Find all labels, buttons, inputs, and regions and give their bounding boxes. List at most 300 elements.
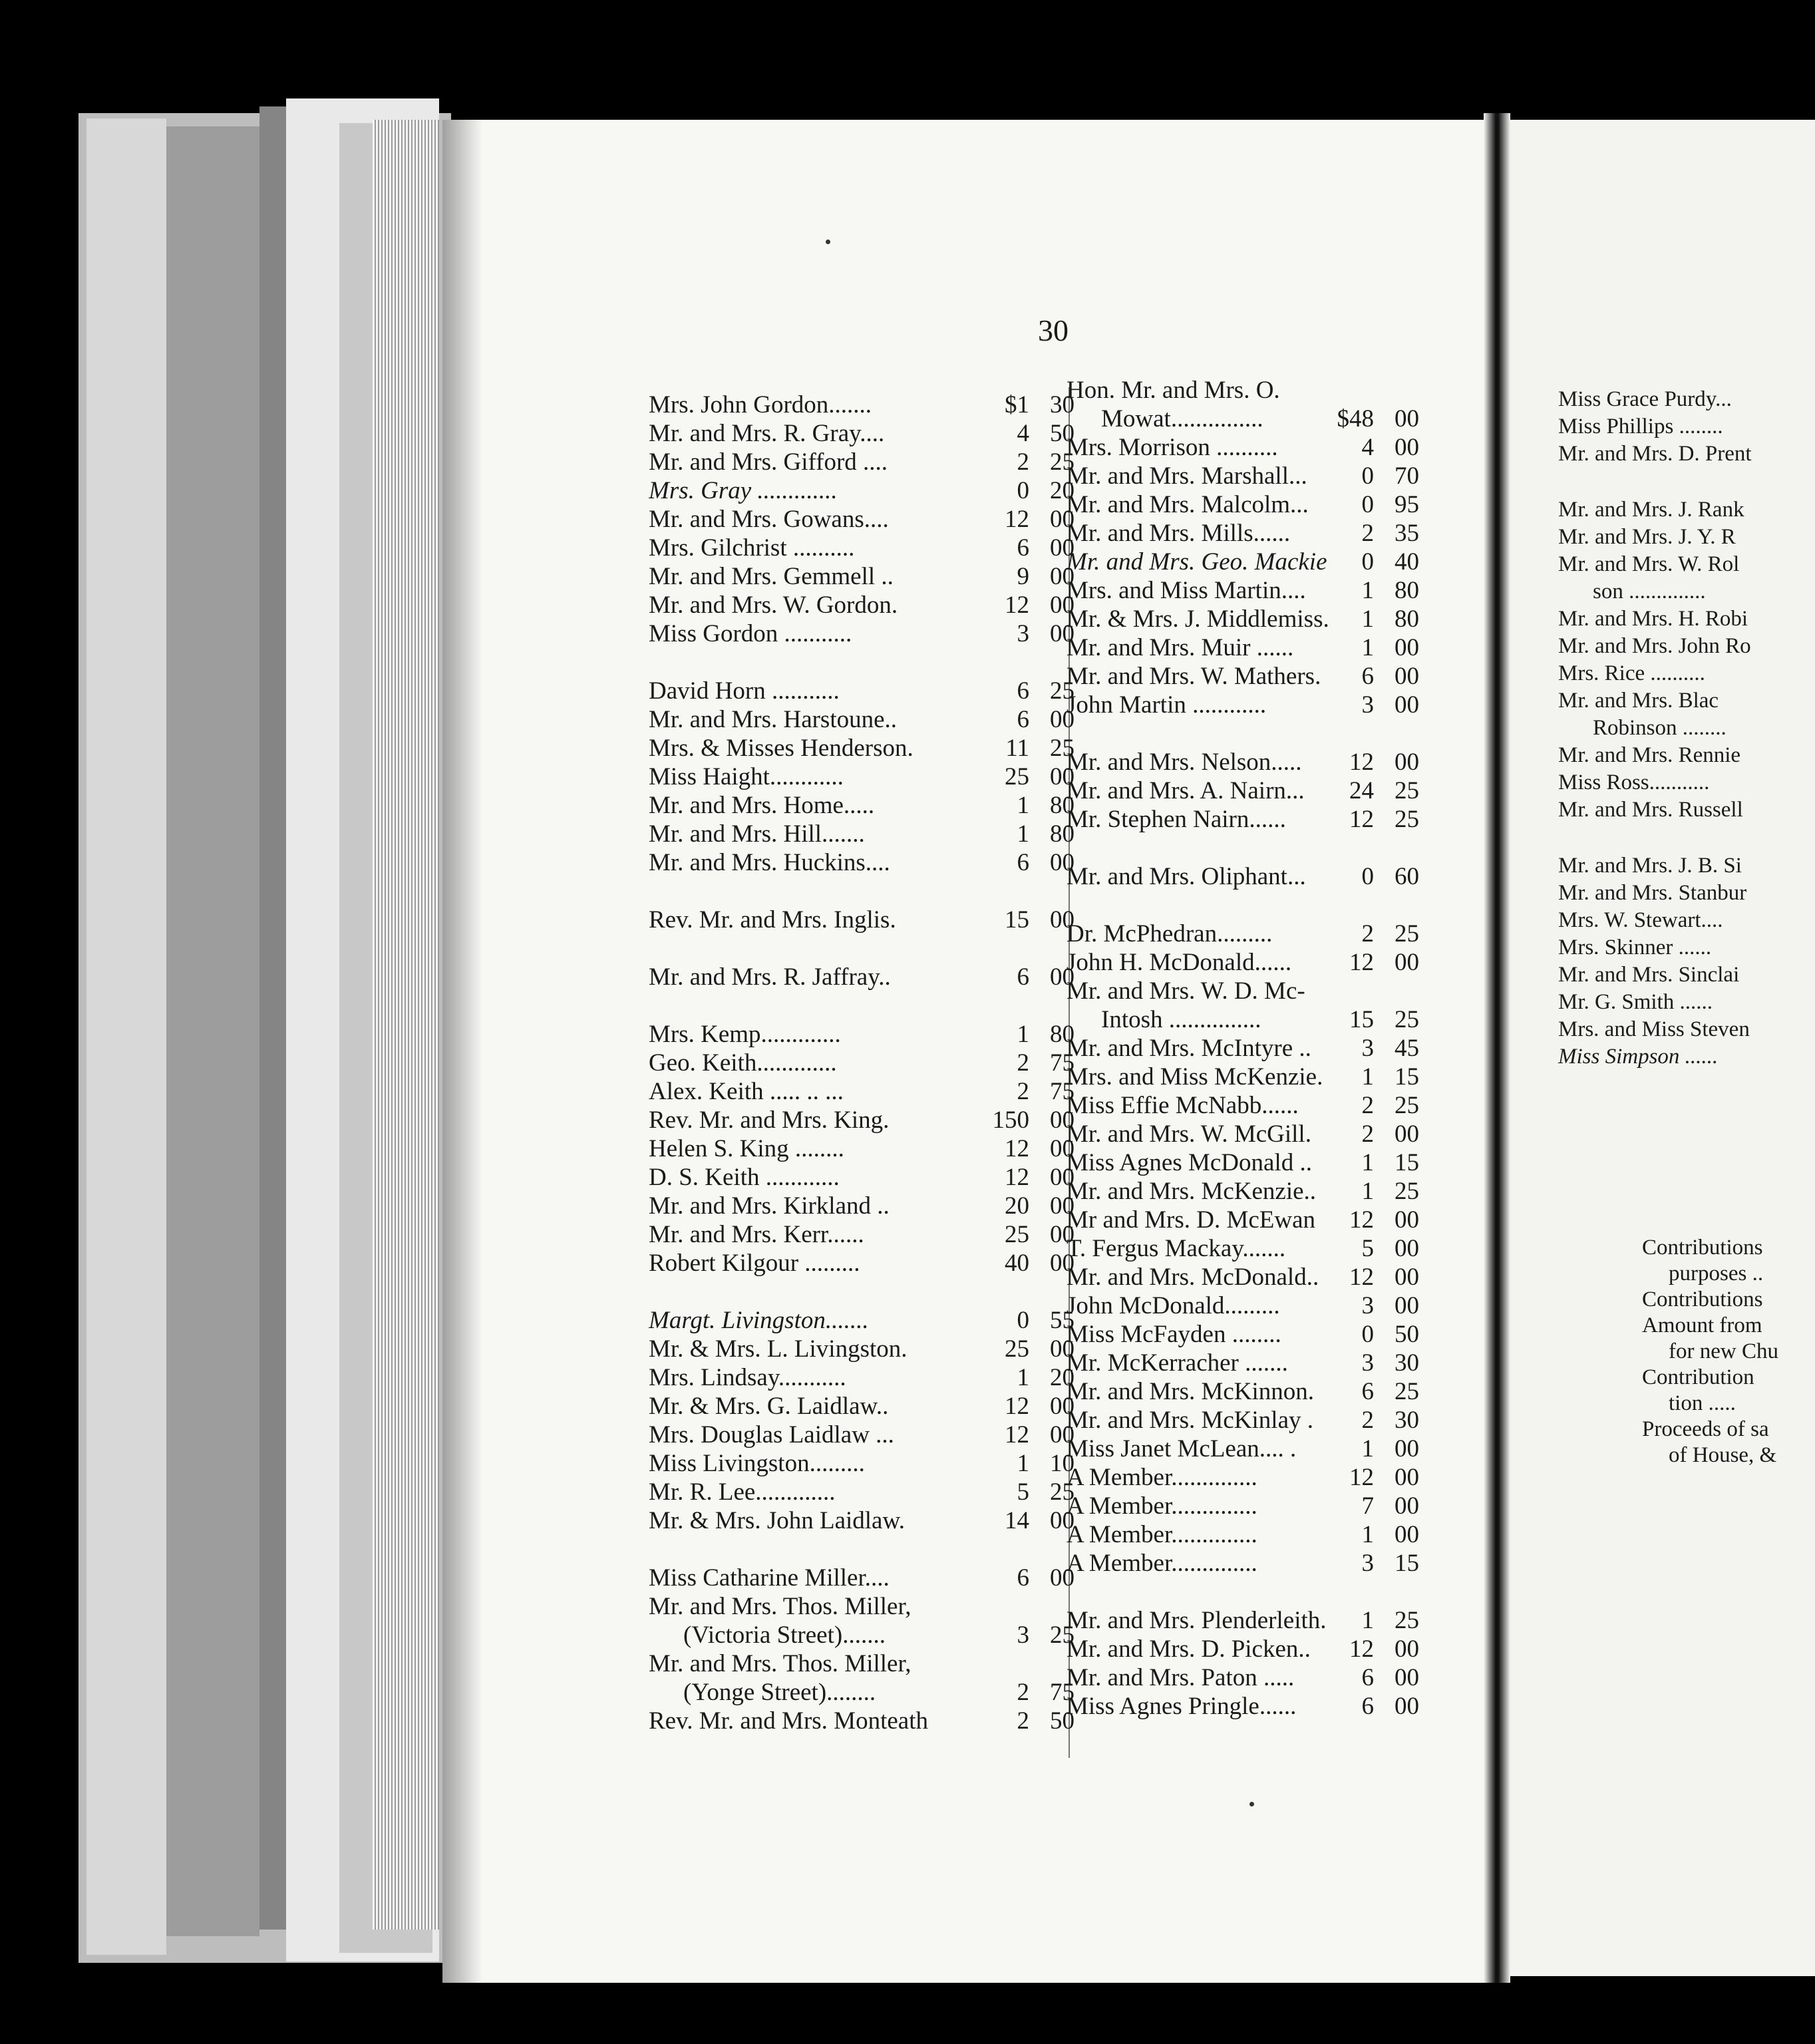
amount-dollars: 3: [1017, 620, 1029, 647]
list-item: [1067, 433, 1419, 462]
subscriber-name: Dr. McPhedran.........: [1067, 920, 1273, 947]
list-item: [649, 476, 1074, 505]
amount-dollars: 1: [1361, 1178, 1374, 1205]
list-item: [1067, 1034, 1419, 1063]
list-item: [1067, 605, 1419, 633]
subscriber-name: Mr. G. Smith ......: [1558, 990, 1713, 1014]
amount-dollars: 2: [1017, 1707, 1029, 1735]
amount-dollars: 12: [1005, 1421, 1029, 1448]
spacer: [649, 877, 1074, 906]
list-item: [649, 820, 1074, 848]
amount-cents: 00: [1050, 1393, 1074, 1420]
list-item: [649, 734, 1074, 763]
amount-cents: 00: [1395, 1521, 1419, 1548]
list-item: [1067, 1635, 1419, 1663]
amount-cents: 00: [1050, 1507, 1074, 1534]
amount-cents: 00: [1050, 706, 1074, 733]
amount-cents: 80: [1050, 1021, 1074, 1048]
subscriber-name: Miss Grace Purdy...: [1558, 387, 1732, 411]
amount-dollars: 9: [1017, 563, 1029, 590]
list-item: [1067, 977, 1419, 1005]
amount-dollars: 1: [1017, 1450, 1029, 1477]
subscriber-name: Alex. Keith ..... .. ...: [649, 1078, 844, 1105]
subscriber-name: Mr. and Mrs. D. Prent: [1558, 442, 1752, 466]
amount-cents: 25: [1050, 1621, 1074, 1649]
subscriber-name: Miss Livingston.........: [649, 1450, 865, 1477]
amount-cents: 00: [1395, 1292, 1419, 1319]
contribution-line: of House, &: [1669, 1443, 1777, 1467]
amount-dollars: 2: [1361, 920, 1374, 947]
list-item: [649, 906, 1074, 934]
amount-cents: 00: [1050, 592, 1074, 619]
list-item: [649, 1449, 1074, 1478]
list-item: [649, 1564, 1074, 1592]
subscriber-name: Mrs. Morrison ..........: [1067, 434, 1278, 461]
subscriber-name: John H. McDonald......: [1067, 949, 1292, 976]
list-item: [1067, 1291, 1419, 1320]
amount-dollars: 6: [1361, 1664, 1374, 1691]
amount-dollars: 4: [1017, 420, 1029, 447]
amount-dollars: 3: [1361, 1550, 1374, 1577]
list-item: [649, 1363, 1074, 1392]
subscriber-name: John Martin ............: [1067, 691, 1267, 719]
spacer: [1067, 891, 1419, 920]
list-item: [649, 1478, 1074, 1506]
spacer: [1558, 824, 1815, 852]
subscriber-name: Mr. and Mrs. Sinclai: [1558, 963, 1740, 987]
list-item: [649, 1220, 1074, 1249]
amount-dollars: 12: [1349, 806, 1374, 833]
list-item: [1067, 376, 1419, 405]
amount-cents: 00: [1395, 1264, 1419, 1291]
amount-cents: 00: [1395, 434, 1419, 461]
list-item: [649, 619, 1074, 648]
subscriber-name: Mr. and Mrs. Oliphant...: [1067, 863, 1306, 890]
list-item: [649, 1592, 1074, 1621]
list-item: [1067, 948, 1419, 977]
amount-cents: 70: [1395, 462, 1419, 490]
amount-dollars: 2: [1361, 1407, 1374, 1434]
amount-dollars: 4: [1361, 434, 1374, 461]
amount-cents: 00: [1050, 1192, 1074, 1220]
page-edge-stack: [373, 120, 439, 1930]
subscriber-name: Mr. and Mrs. Rennie: [1558, 743, 1741, 767]
list-item: [1067, 1377, 1419, 1406]
amount-cents: 00: [1050, 906, 1074, 934]
list-item: [649, 534, 1074, 562]
amount-cents: 00: [1050, 563, 1074, 590]
contribution-line: Proceeds of sa: [1642, 1417, 1769, 1441]
amount-cents: 00: [1050, 506, 1074, 533]
amount-cents: 00: [1050, 1107, 1074, 1134]
list-item: [649, 1134, 1074, 1163]
amount-dollars: 1: [1361, 1063, 1374, 1091]
amount-dollars: 14: [1005, 1507, 1029, 1534]
amount-dollars: 12: [1349, 1464, 1374, 1491]
list-item: [1067, 462, 1419, 490]
list-item: [649, 763, 1074, 791]
list-item: [1067, 1206, 1419, 1234]
subscriber-name: Miss Haight............: [649, 763, 844, 790]
contribution-line: for new Chu: [1669, 1339, 1778, 1363]
subscriber-name: Mr. & Mrs. L. Livingston.: [649, 1335, 908, 1363]
speck: [826, 240, 830, 244]
list-item: [1067, 1320, 1419, 1349]
amount-dollars: 12: [1005, 1393, 1029, 1420]
amount-dollars: 0: [1017, 1307, 1029, 1334]
amount-cents: 25: [1395, 777, 1419, 804]
list-item: [649, 1306, 1074, 1335]
amount-cents: 50: [1050, 1707, 1074, 1735]
list-item: [1067, 633, 1419, 662]
subscriber-name: D. S. Keith ............: [649, 1164, 840, 1191]
amount-dollars: 12: [1005, 1164, 1029, 1191]
amount-cents: 80: [1395, 605, 1419, 633]
subscriber-name: Mrs. Gilchrist ..........: [649, 534, 855, 562]
amount-cents: 75: [1050, 1679, 1074, 1706]
amount-dollars: 1: [1361, 1435, 1374, 1462]
amount-cents: 40: [1395, 548, 1419, 576]
list-item: [1067, 1120, 1419, 1148]
amount-dollars: 3: [1361, 1292, 1374, 1319]
amount-cents: 00: [1395, 1693, 1419, 1720]
subscriber-name: Mr. and Mrs. McKinnon.: [1067, 1378, 1315, 1405]
amount-dollars: 20: [1005, 1192, 1029, 1220]
page-edge: [166, 126, 259, 1936]
subscriber-name: Mr. and Mrs. Harstoune..: [649, 706, 898, 733]
list-item: [1067, 862, 1419, 891]
amount-dollars: 3: [1017, 1621, 1029, 1649]
amount-cents: 00: [1050, 763, 1074, 790]
amount-cents: 00: [1050, 1421, 1074, 1448]
amount-cents: 00: [1050, 1250, 1074, 1277]
amount-dollars: 1: [1361, 605, 1374, 633]
subscriber-name: Mrs. & Misses Henderson.: [649, 735, 913, 762]
amount-cents: 00: [1395, 1235, 1419, 1262]
amount-dollars: 6: [1017, 677, 1029, 705]
amount-cents: 75: [1050, 1049, 1074, 1077]
amount-dollars: $48: [1337, 405, 1374, 432]
subscriber-name: Mr. and Mrs. Gifford ....: [649, 448, 888, 476]
list-item: [1067, 691, 1419, 719]
amount-cents: 00: [1395, 1120, 1419, 1148]
spacer: [649, 1278, 1074, 1306]
subscriber-name: Mr. and Mrs. Plenderleith.: [1067, 1607, 1327, 1634]
amount-cents: 15: [1395, 1149, 1419, 1176]
amount-dollars: 11: [1005, 735, 1029, 762]
subscriber-name: Rev. Mr. and Mrs. Monteath: [649, 1707, 928, 1735]
amount-cents: 25: [1395, 920, 1419, 947]
amount-cents: 00: [1050, 1164, 1074, 1191]
amount-dollars: 0: [1361, 548, 1374, 576]
subscriber-name: Mr. and Mrs. Thos. Miller,: [649, 1593, 911, 1620]
amount-cents: 00: [1050, 1135, 1074, 1162]
list-item: [649, 1249, 1074, 1278]
list-item: [1067, 1520, 1419, 1549]
amount-cents: 15: [1395, 1063, 1419, 1091]
subscriber-name: Mr. and Mrs. W. McGill.: [1067, 1120, 1311, 1148]
list-item: [1067, 1148, 1419, 1177]
list-item: [1067, 576, 1419, 605]
subscriber-name: Mrs. Rice ..........: [1558, 661, 1705, 685]
subscriber-name: Mr. and Mrs. Thos. Miller,: [649, 1650, 911, 1677]
list-item: [1067, 1692, 1419, 1721]
amount-cents: 80: [1050, 792, 1074, 819]
amount-dollars: 1: [1361, 1607, 1374, 1634]
amount-cents: 75: [1050, 1078, 1074, 1105]
amount-cents: 55: [1050, 1307, 1074, 1334]
subscriber-name: Mr. McKerracher .......: [1067, 1349, 1288, 1377]
subscriber-name: Mr. & Mrs. J. Middlemiss.: [1067, 605, 1329, 633]
subscriber-name: Mr. Stephen Nairn......: [1067, 806, 1286, 833]
list-item: [649, 1621, 1074, 1649]
list-item: [649, 1192, 1074, 1220]
amount-cents: 25: [1395, 806, 1419, 833]
amount-cents: 25: [1395, 1092, 1419, 1119]
list-item: [649, 1106, 1074, 1134]
amount-dollars: 0: [1361, 462, 1374, 490]
subscriber-name: Mrs. W. Stewart....: [1558, 908, 1723, 932]
subscriber-name: Miss Phillips ........: [1558, 415, 1723, 438]
subscriber-name: Robinson ........: [1593, 716, 1727, 740]
amount-cents: 25: [1395, 1178, 1419, 1205]
list-item: [649, 1506, 1074, 1535]
amount-cents: 00: [1050, 1221, 1074, 1248]
subscriber-name: Mr. and Mrs. A. Nairn...: [1067, 777, 1305, 804]
amount-cents: 60: [1395, 863, 1419, 890]
subscriber-name: Mr. and Mrs. Stanbur: [1558, 881, 1747, 905]
list-item: [649, 1392, 1074, 1421]
contribution-line: Contributions: [1642, 1236, 1763, 1260]
list-item: [649, 1020, 1074, 1049]
amount-dollars: 0: [1361, 863, 1374, 890]
list-item: [649, 1163, 1074, 1192]
amount-dollars: 25: [1005, 1335, 1029, 1363]
subscriber-name: Mrs. Skinner ......: [1558, 936, 1712, 959]
list-item: [649, 419, 1074, 448]
subscriber-name: Mrs. and Miss Steven: [1558, 1017, 1750, 1041]
subscriber-name: Mr. and Mrs. J. Rank: [1558, 498, 1744, 522]
amount-cents: 80: [1395, 577, 1419, 604]
amount-cents: 00: [1395, 663, 1419, 690]
subscriber-name: Miss Simpson ......: [1558, 1045, 1719, 1069]
amount-dollars: 1: [1017, 792, 1029, 819]
list-item: [1067, 1549, 1419, 1578]
amount-dollars: 15: [1349, 1006, 1374, 1033]
amount-dollars: 24: [1349, 777, 1374, 804]
amount-cents: 20: [1050, 477, 1074, 504]
list-item: [1067, 1606, 1419, 1635]
amount-dollars: 12: [1349, 1264, 1374, 1291]
subscriber-name: Mr. and Mrs. Gemmell ..: [649, 563, 894, 590]
subscriber-name: Mr. and Mrs. Nelson.....: [1067, 749, 1302, 776]
amount-cents: 00: [1395, 949, 1419, 976]
list-item: [1067, 748, 1419, 776]
list-item: [1067, 1435, 1419, 1463]
subscriber-name: John McDonald.........: [1067, 1292, 1280, 1319]
subscriber-name: Mr. and Mrs. Home.....: [649, 792, 875, 819]
amount-cents: 50: [1395, 1321, 1419, 1348]
spacer: [649, 934, 1074, 963]
amount-cents: 00: [1395, 1635, 1419, 1663]
contributions-summary: [1642, 1235, 1778, 1468]
subscriber-name: Miss Catharine Miller....: [649, 1564, 890, 1592]
amount-dollars: 6: [1361, 1693, 1374, 1720]
subscriber-column-2: [1067, 376, 1419, 1721]
amount-dollars: 40: [1005, 1250, 1029, 1277]
speck: [1249, 1802, 1254, 1806]
subscriber-name: Mr. and Mrs. Marshall...: [1067, 462, 1307, 490]
subscriber-name: Mr. and Mrs. Muir ......: [1067, 634, 1294, 661]
subscriber-name: Rev. Mr. and Mrs. Inglis.: [649, 906, 896, 934]
amount-cents: 00: [1395, 1435, 1419, 1462]
amount-cents: 30: [1050, 391, 1074, 419]
subscriber-name: Mr. and Mrs. W. Gordon.: [649, 592, 898, 619]
subscriber-name: Mr. and Mrs. John Ro: [1558, 634, 1751, 658]
amount-dollars: 25: [1005, 763, 1029, 790]
amount-cents: 25: [1050, 677, 1074, 705]
book-gutter: [1484, 113, 1510, 1983]
list-item: [649, 391, 1074, 419]
subscriber-name: Mr and Mrs. D. McEwan: [1067, 1206, 1316, 1234]
subscriber-name: Miss Ross...........: [1558, 770, 1710, 794]
spacer: [1067, 719, 1419, 748]
amount-dollars: 15: [1005, 906, 1029, 934]
list-item: [1067, 1663, 1419, 1692]
spacer: [649, 991, 1074, 1020]
subscriber-name: Mr. and Mrs. J. Y. R: [1558, 525, 1736, 549]
subscriber-name: Robert Kilgour .........: [649, 1250, 860, 1277]
amount-dollars: 2: [1017, 1679, 1029, 1706]
amount-dollars: 2: [1361, 520, 1374, 547]
subscriber-name: Mr. and Mrs. Kirkland ..: [649, 1192, 890, 1220]
amount-cents: 30: [1395, 1349, 1419, 1377]
spacer: [649, 648, 1074, 677]
page-number: 30: [1038, 313, 1069, 347]
contribution-line: tion .....: [1669, 1391, 1736, 1415]
list-item: [1067, 405, 1419, 433]
subscriber-name: A Member..............: [1067, 1550, 1257, 1577]
subscriber-name: Miss McFayden ........: [1067, 1321, 1281, 1348]
amount-cents: 95: [1395, 491, 1419, 518]
amount-dollars: 6: [1361, 663, 1374, 690]
amount-cents: 00: [1395, 1464, 1419, 1491]
list-item: [649, 791, 1074, 820]
amount-cents: 00: [1395, 1492, 1419, 1520]
subscriber-name: (Victoria Street).......: [683, 1621, 886, 1649]
list-item: [649, 1049, 1074, 1077]
subscriber-name: A Member..............: [1067, 1521, 1257, 1548]
list-item: [1067, 1349, 1419, 1377]
amount-cents: 25: [1050, 735, 1074, 762]
list-item: [1067, 548, 1419, 576]
amount-dollars: 25: [1005, 1221, 1029, 1248]
amount-cents: 00: [1050, 534, 1074, 562]
subscriber-name: Mr. and Mrs. W. D. Mc-: [1067, 977, 1305, 1005]
amount-cents: 00: [1050, 849, 1074, 876]
subscriber-name: Rev. Mr. and Mrs. King.: [649, 1107, 890, 1134]
amount-cents: 10: [1050, 1450, 1074, 1477]
list-item: [1067, 1091, 1419, 1120]
subscriber-name: Mr. and Mrs. Gowans....: [649, 506, 889, 533]
subscriber-name: Mr. R. Lee.............: [649, 1478, 836, 1506]
list-item: [649, 562, 1074, 591]
subscriber-name: Mr. and Mrs. McKenzie..: [1067, 1178, 1317, 1205]
spacer: [1558, 468, 1815, 496]
amount-dollars: 3: [1361, 691, 1374, 719]
amount-cents: 00: [1395, 691, 1419, 719]
subscriber-name: Mr. & Mrs. G. Laidlaw..: [649, 1393, 889, 1420]
list-item: [649, 591, 1074, 619]
subscriber-column-1: [649, 391, 1074, 1735]
amount-dollars: 6: [1361, 1378, 1374, 1405]
spine-shadow: [442, 120, 482, 1983]
amount-dollars: 12: [1349, 1206, 1374, 1234]
list-item: [1067, 1005, 1419, 1034]
contribution-line: Contribution: [1642, 1365, 1754, 1389]
list-item: [1067, 805, 1419, 834]
contribution-line: purposes ..: [1669, 1262, 1764, 1285]
subscriber-name: A Member..............: [1067, 1492, 1257, 1520]
amount-dollars: 2: [1017, 1049, 1029, 1077]
subscriber-name: Mrs. Kemp.............: [649, 1021, 841, 1048]
subscriber-column-3: [1558, 386, 1815, 1071]
subscriber-name: Mr. and Mrs. R. Jaffray..: [649, 963, 891, 991]
amount-cents: 25: [1050, 448, 1074, 476]
subscriber-name: Mrs. John Gordon.......: [649, 391, 872, 419]
subscriber-name: Mr. & Mrs. John Laidlaw.: [649, 1507, 906, 1534]
amount-dollars: 3: [1361, 1349, 1374, 1377]
subscriber-name: Mr. and Mrs. W. Mathers.: [1067, 663, 1321, 690]
amount-cents: 35: [1395, 520, 1419, 547]
subscriber-name: Geo. Keith.............: [649, 1049, 837, 1077]
subscriber-name: Mr. and Mrs. W. Rol: [1558, 552, 1740, 576]
amount-cents: 00: [1395, 634, 1419, 661]
list-item: [649, 848, 1074, 877]
subscriber-name: David Horn ...........: [649, 677, 840, 705]
amount-cents: 00: [1395, 749, 1419, 776]
subscriber-name: T. Fergus Mackay.......: [1067, 1235, 1286, 1262]
amount-dollars: 12: [1349, 1635, 1374, 1663]
amount-dollars: 6: [1017, 706, 1029, 733]
list-item: [649, 448, 1074, 476]
subscriber-name: Mr. and Mrs. Geo. Mackie: [1067, 548, 1327, 576]
amount-cents: 00: [1395, 405, 1419, 432]
amount-dollars: 150: [992, 1107, 1029, 1134]
amount-cents: 25: [1395, 1006, 1419, 1033]
list-item: [1067, 662, 1419, 691]
subscriber-name: Miss Agnes Pringle......: [1067, 1693, 1297, 1720]
amount-cents: 25: [1050, 1478, 1074, 1506]
subscriber-name: Mr. and Mrs. Hill.......: [649, 820, 865, 848]
subscriber-name: son ..............: [1593, 580, 1706, 603]
amount-dollars: 1: [1017, 820, 1029, 848]
subscriber-name: Mr. and Mrs. McKinlay .: [1067, 1407, 1313, 1434]
amount-cents: 00: [1050, 963, 1074, 991]
subscriber-name: Mr. and Mrs. Huckins....: [649, 849, 890, 876]
subscriber-name: Mowat...............: [1101, 405, 1263, 432]
list-item: [1067, 1063, 1419, 1091]
list-item: [1067, 920, 1419, 948]
amount-cents: 50: [1050, 420, 1074, 447]
amount-dollars: 12: [1349, 949, 1374, 976]
list-item: [1067, 519, 1419, 548]
amount-cents: 00: [1050, 620, 1074, 647]
list-item: [649, 1678, 1074, 1707]
list-item: [649, 1649, 1074, 1678]
subscriber-name: Intosh ...............: [1101, 1006, 1261, 1033]
list-item: [649, 1077, 1074, 1106]
